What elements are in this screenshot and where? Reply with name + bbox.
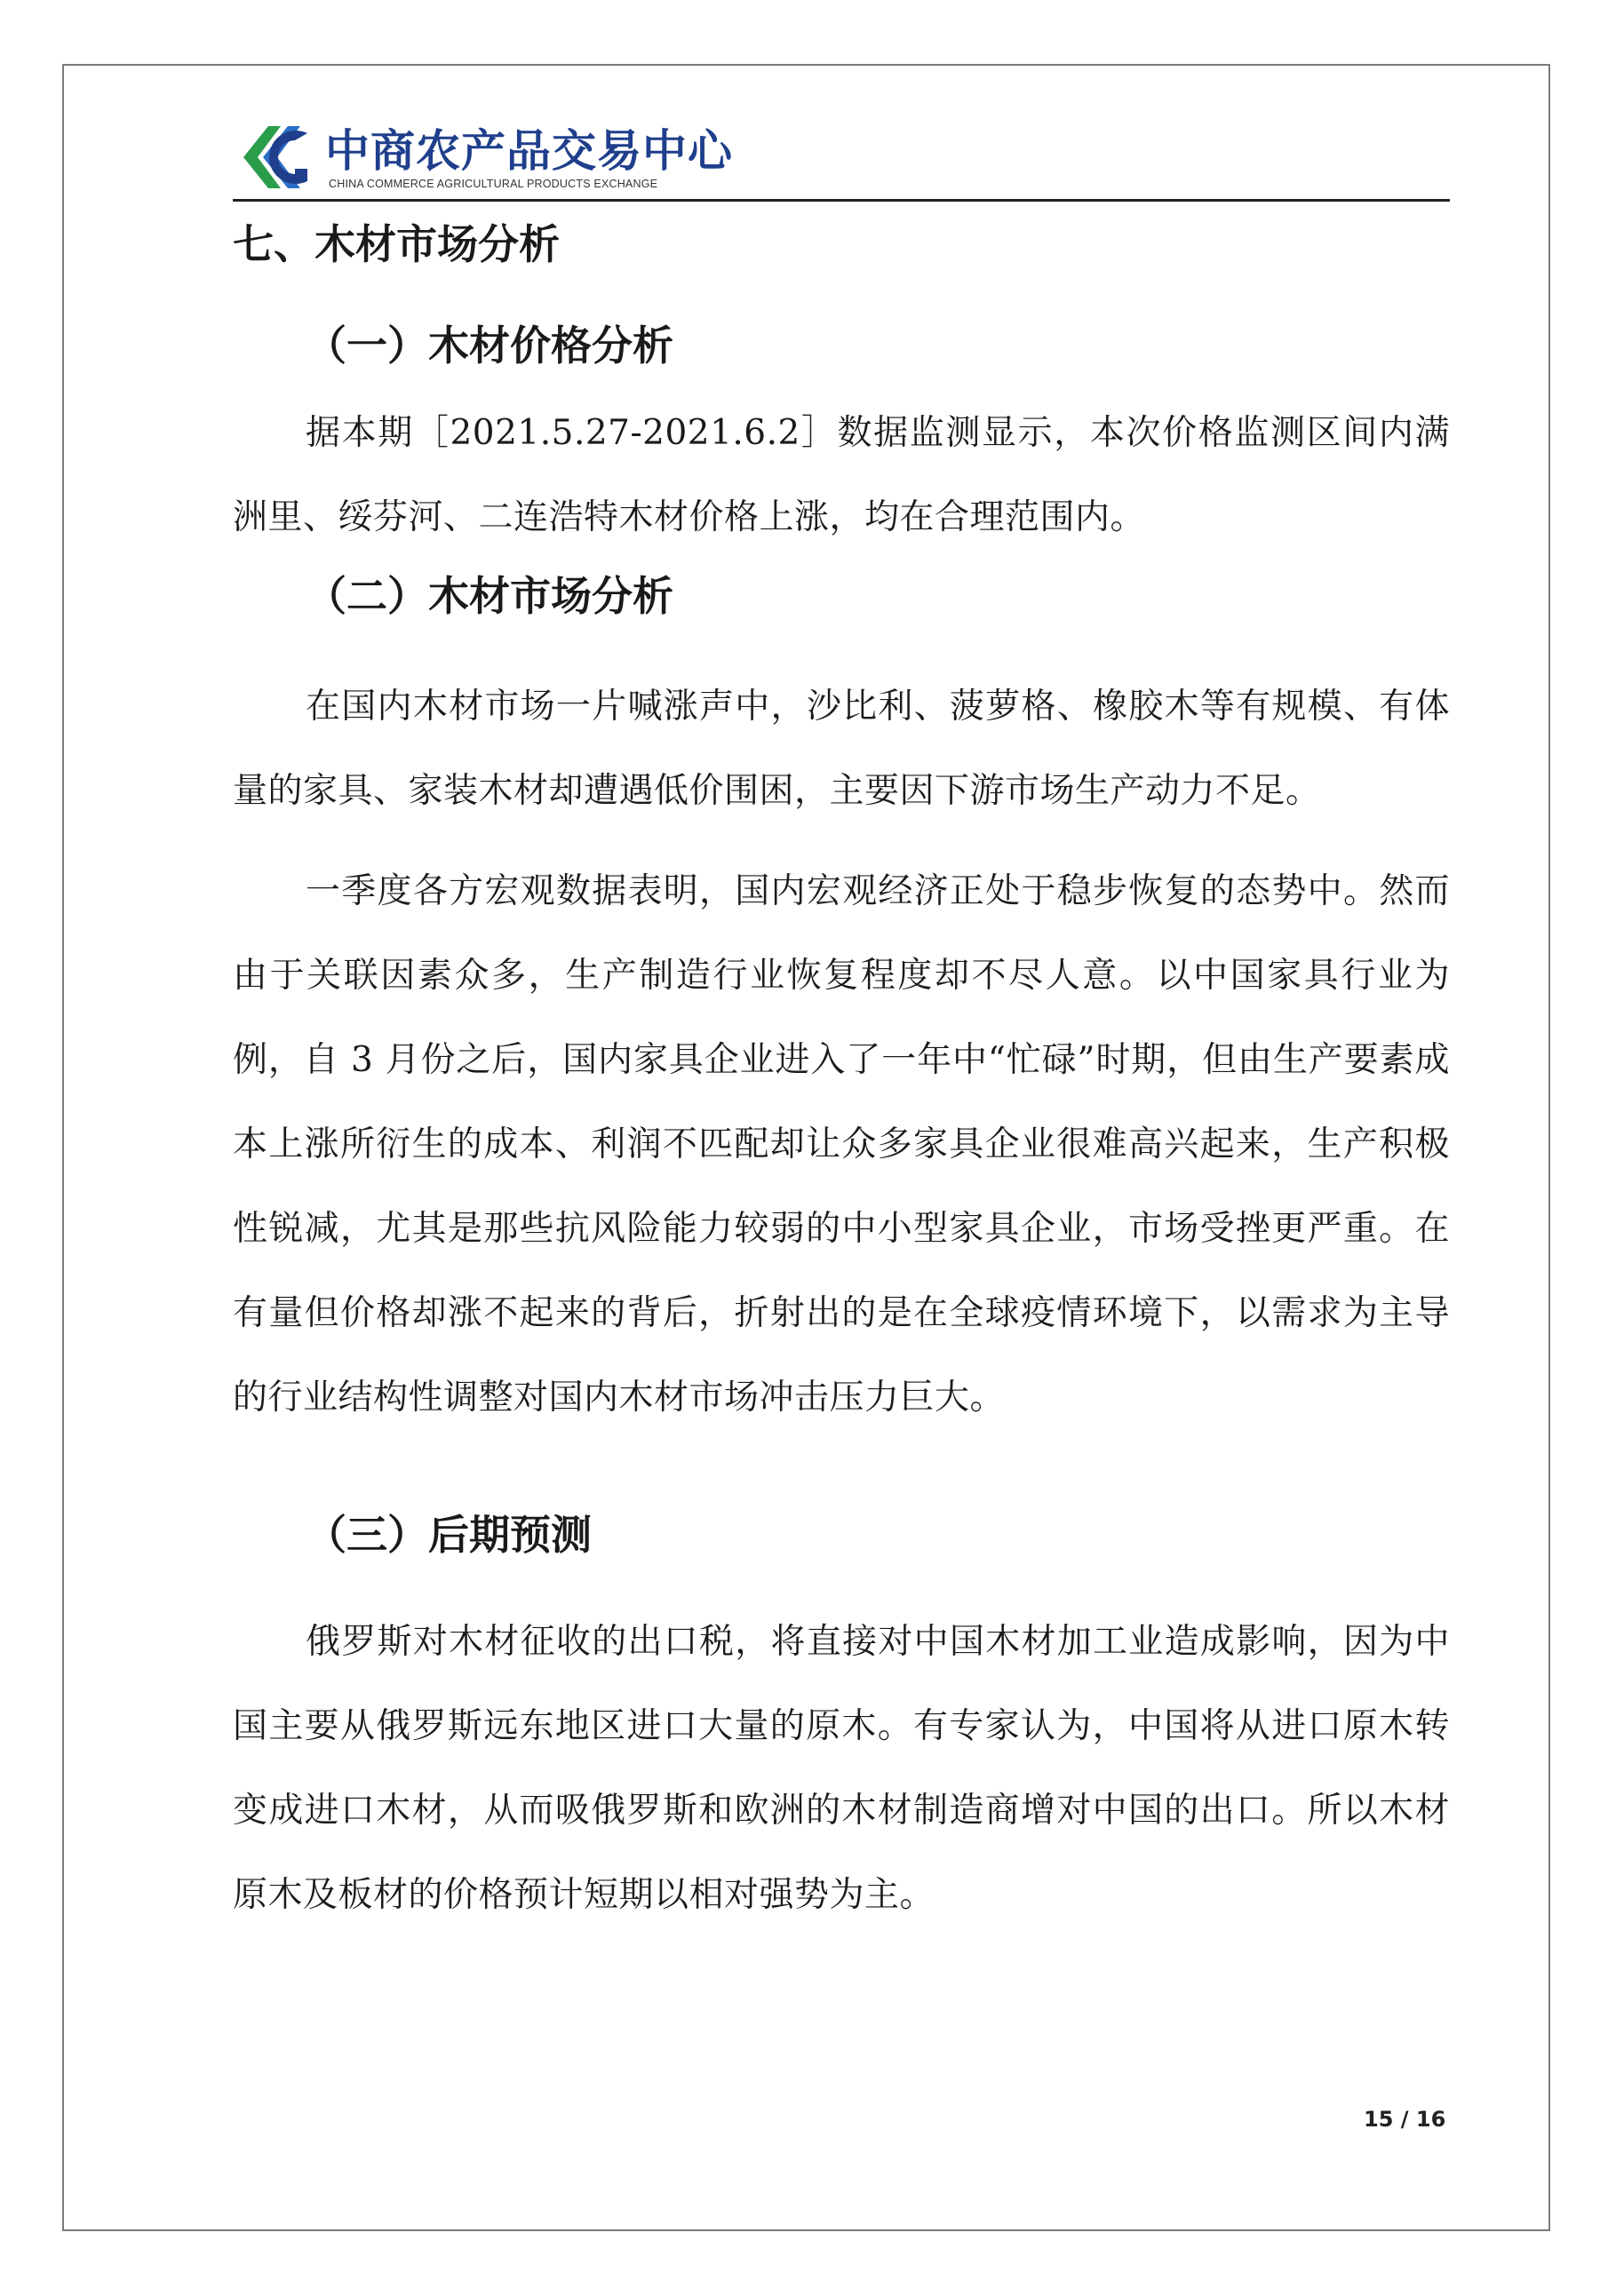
logo-name-en: CHINA COMMERCE AGRICULTURAL PRODUCTS EXCHANGE: [329, 178, 658, 190]
section-title: 七、木材市场分析: [233, 220, 560, 268]
logo-name-cn: 中商农产品交易中心: [325, 125, 733, 177]
ccg-logo-icon: [233, 121, 322, 194]
subsection-title-market: （二）木材市场分析: [306, 572, 673, 620]
paragraph-market-2: 一季度各方宏观数据表明，国内宏观经济正处于稳步恢复的态势中。然而由于关联因素众多，生产制造行业恢复程度却不尽人意。以中国家具行业为例，自 3 月份之后，国内家具企业进入了一年中“忙碌”时期，但由生产要素成本上涨所衍生的成本、利润不匹配却让众多家具企业很难高兴起来，生产积极性锐减，尤其是那些抗风险能力较弱的中小型家具企业，市场受挫更严重。在有量但价格却涨不起来的背后，折射出的是在全球疫情环境下，以需求为主导的行业结构性调整对国内木材市场冲击压力巨大。: [233, 871, 1450, 1418]
subsection-title-forecast: （三）后期预测: [306, 1511, 592, 1559]
paragraph-price-analysis: 据本期［2021.5.27-2021.6.2］数据监测显示，本次价格监测区间内满洲里、绥芬河、二连浩特木材价格上涨，均在合理范围内。: [233, 413, 1450, 537]
subsection-title-price: （一）木材价格分析: [306, 322, 673, 369]
page-number: 15 / 16: [1364, 2107, 1446, 2132]
paragraph-forecast: 俄罗斯对木材征收的出口税，将直接对中国木材加工业造成影响，因为中国主要从俄罗斯远东地区进口大量的原木。有专家认为，中国将从进口原木转变成进口木材，从而吸俄罗斯和欧洲的木材制造商增对中国的出口。所以木材原木及板材的价格预计短期以相对强势为主。: [233, 1622, 1450, 1915]
document-body: [233, 213, 1450, 1937]
page-header: [233, 115, 1450, 200]
header-divider: [233, 199, 1450, 202]
paragraph-market-1: 在国内木材市场一片喊涨声中，沙比利、菠萝格、橡胶木等有规模、有体量的家具、家装木材却遭遇低价围困，主要因下游市场生产动力不足。: [233, 687, 1450, 811]
